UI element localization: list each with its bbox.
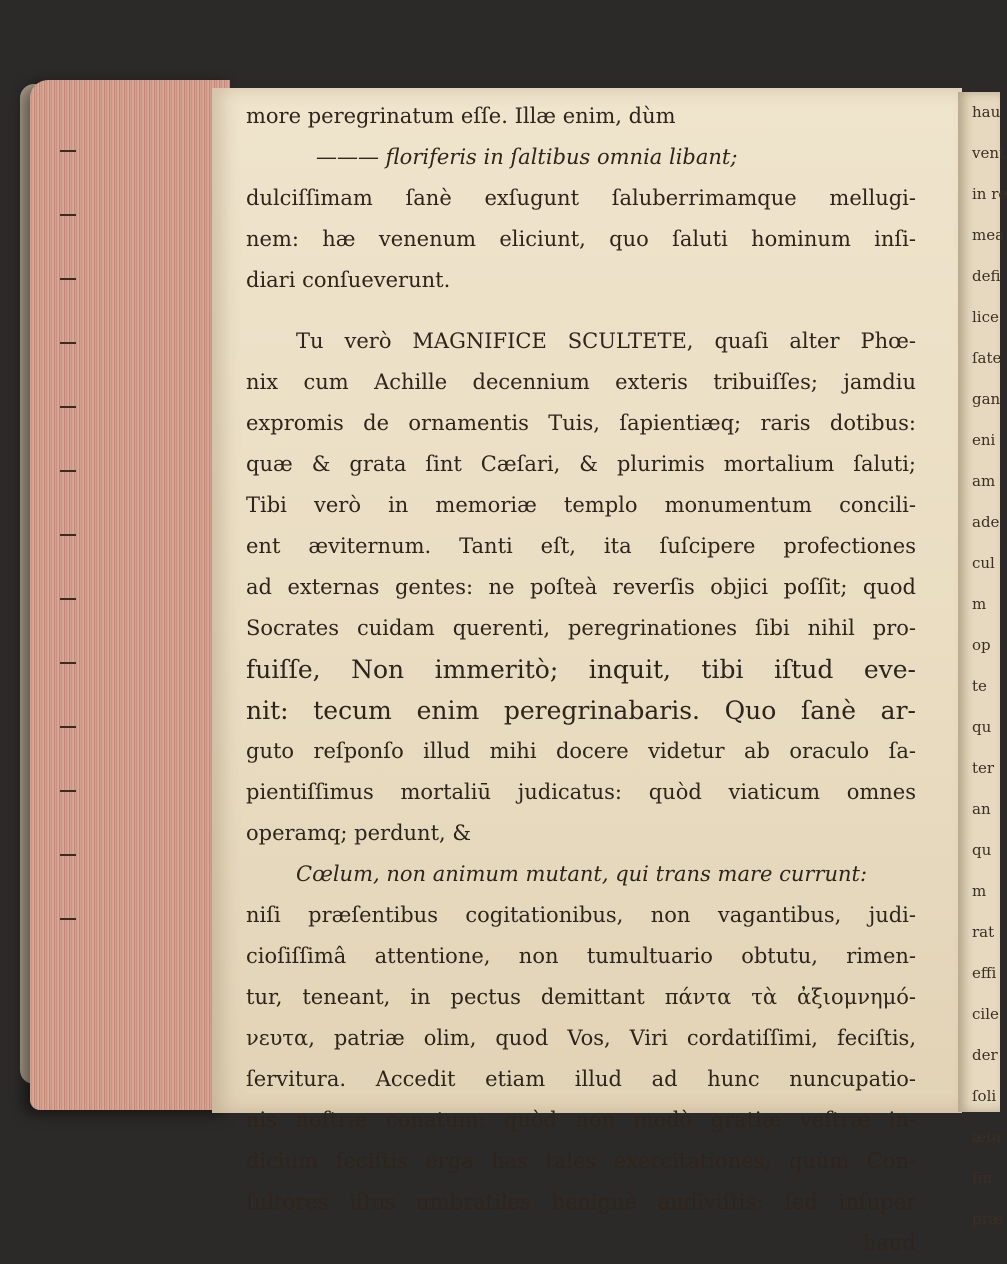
text-line: dicium feciſtis erga has tales exercitationes; quùm Con- xyxy=(246,1149,916,1173)
next-page-margin xyxy=(958,92,1007,1228)
fragment: ſoli xyxy=(972,1087,997,1105)
page-text xyxy=(246,96,916,1264)
text-line: operamq; perdunt, & xyxy=(246,821,472,845)
fragment: rat xyxy=(972,923,995,941)
fragment: am xyxy=(972,472,996,490)
text-line: ad externas gentes: ne poſteà reverſis objici poſſit; quod xyxy=(246,575,916,599)
fragment: ter xyxy=(972,759,995,777)
text-line: cioſiſſimâ attentione, non tumultuario obtutu, rimen- xyxy=(246,944,916,968)
text-line: Tu verò MAGNIFICE SCULTETE, quaſi alter Phœ- xyxy=(296,329,916,353)
fragment: der xyxy=(972,1046,998,1064)
fragment: te xyxy=(972,677,987,695)
fragment: qu xyxy=(972,841,992,859)
text-line: niſi præſentibus cogitationibus, non vagantibus, judi- xyxy=(246,903,916,927)
text-line: quæ & grata ſint Cæſari, & plurimis mortalium ſaluti; xyxy=(246,452,916,476)
text-line: ſervitura. Accedit etiam illud ad hunc nuncupatio- xyxy=(246,1067,916,1091)
fragment: gan xyxy=(972,390,1001,408)
fragment: m xyxy=(972,882,987,900)
text-line: more peregrinatum eſſe. Illæ enim, dùm xyxy=(246,104,676,128)
catchword: haud xyxy=(862,1231,916,1255)
fragment: ſin xyxy=(972,1169,993,1187)
fragment: eni xyxy=(972,431,996,449)
fragment: cul xyxy=(972,554,995,572)
text-line: Socrates cuidam querenti, peregrinationes ſibi nihil pro- xyxy=(246,616,916,640)
text-line: ent æviternum. Tanti eſt, ita ſuſcipere profectiones xyxy=(246,534,916,558)
text-line: nit: tecum enim peregrinabaris. Quo ſanè ar- xyxy=(246,696,916,725)
text-line: dulciſſimam ſanè exſugunt ſaluberrimamque mellugi- xyxy=(246,186,916,210)
text-line: diari conſueverunt. xyxy=(246,268,451,292)
text-line: guto reſponſo illud mihi docere videtur ab oraculo ſa- xyxy=(246,739,916,763)
fragment: defi xyxy=(972,267,1001,285)
fragment: mea xyxy=(972,226,1005,244)
spine-marks xyxy=(60,150,82,970)
fragment: m xyxy=(972,595,987,613)
text-line: nix cum Achille decennium exteris tribuiſſes; jamdiu xyxy=(246,370,916,394)
fragment: ade xyxy=(972,513,1000,531)
fragment: in re xyxy=(972,185,1007,203)
text-line: nem: hæ venenum eliciunt, quo ſaluti hominum inſi- xyxy=(246,227,916,251)
fragment: hau xyxy=(972,103,1001,121)
fragment: vent xyxy=(972,144,1006,162)
fragment: cile xyxy=(972,1005,999,1023)
fragment: lice xyxy=(972,308,999,326)
fragment: an xyxy=(972,800,991,818)
text-line: nis noſtræ conatum: quòd non modò gratiæ veſtræ in- xyxy=(246,1108,916,1132)
text-line: Tibi verò in memoriæ templo monumentum concili- xyxy=(246,493,916,517)
fragment: præ xyxy=(972,1210,1003,1228)
fragment: op xyxy=(972,636,991,654)
text-line: νευτα, patriæ olim, quod Vos, Viri cordatiſſimi, feciſtis, xyxy=(246,1026,916,1050)
fragment: ſate xyxy=(972,349,1002,367)
fragment: qu xyxy=(972,718,992,736)
verse-line: Cœlum, non animum mutant, qui trans mare currunt: xyxy=(296,862,868,886)
text-line: tur, teneant, in pectus demittant πάντα τὰ ἀξιομνημό- xyxy=(246,985,916,1009)
text-line: fuiſſe, Non immeritò; inquit, tibi iſtud eve- xyxy=(246,655,916,684)
fragment: effi xyxy=(972,964,997,982)
text-line: pientiſſimus mortaliū judicatus: quòd viaticum omnes xyxy=(246,780,916,804)
fragment: æta xyxy=(972,1128,1002,1146)
verse-line: ——— floriferis in ſaltibus omnia libant; xyxy=(316,145,738,169)
text-line: ſultores iſtos umbratiles benignè audiviſtis: ſed inſuper xyxy=(246,1190,916,1214)
text-line: expromis de ornamentis Tuis, ſapientiæq; raris dotibus: xyxy=(246,411,916,435)
